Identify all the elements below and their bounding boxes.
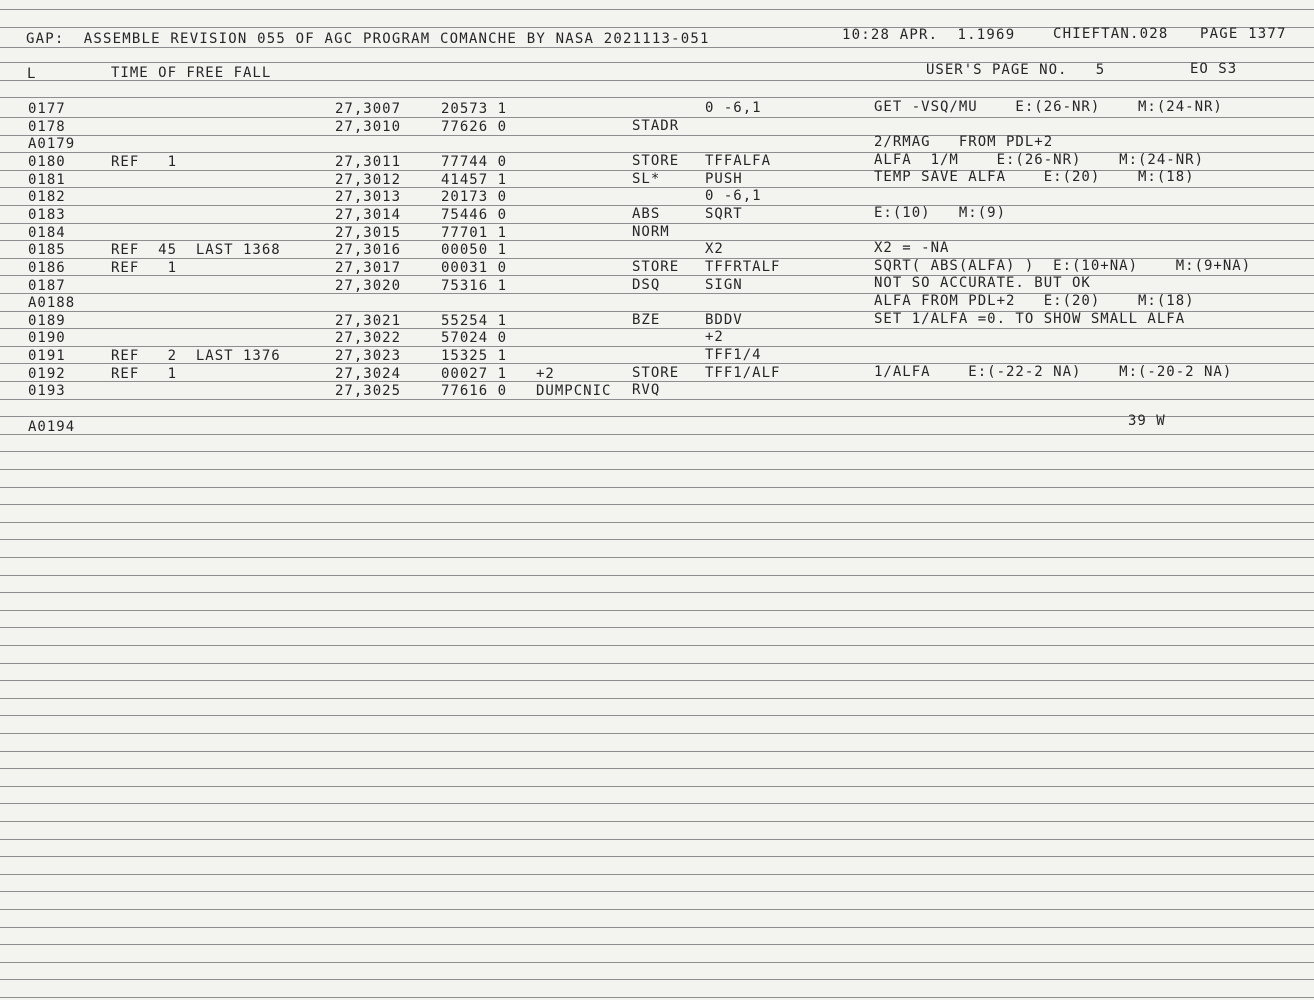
line-number: A0179 xyxy=(28,136,76,153)
address: 27,3022 xyxy=(335,330,402,347)
ruled-line xyxy=(0,487,1314,488)
octal-word: 77626 0 xyxy=(441,118,508,135)
opcode: SL* xyxy=(632,170,661,187)
address: 27,3007 xyxy=(335,101,402,117)
header-job: CHIEFTAN.028 xyxy=(1053,26,1169,42)
octal-word: 00050 1 xyxy=(441,242,508,259)
ruled-line xyxy=(0,187,1314,188)
address: 27,3025 xyxy=(335,383,402,400)
address: 27,3023 xyxy=(335,348,402,365)
ruled-line xyxy=(0,539,1314,540)
opcode: STORE xyxy=(632,152,680,169)
ruled-line xyxy=(0,469,1314,470)
operand: SIGN xyxy=(705,276,743,293)
subheader-users-page: USER'S PAGE NO. 5 xyxy=(926,62,1106,78)
ruled-line xyxy=(0,663,1314,664)
line-number: 0187 xyxy=(28,277,66,294)
octal-word: 77616 0 xyxy=(441,383,508,400)
ruled-line xyxy=(0,346,1314,347)
ruled-line xyxy=(0,927,1314,928)
ruled-line xyxy=(0,399,1314,400)
ref: REF 1 xyxy=(111,259,178,276)
header-title: GAP: ASSEMBLE REVISION 055 OF AGC PROGRAM COMANCHE BY NASA 2021113-051 xyxy=(26,31,710,47)
octal-word: 77701 1 xyxy=(441,224,508,241)
comment: TEMP SAVE ALFA E:(20) M:(18) xyxy=(874,169,1195,186)
comment: GET -VSQ/MU E:(26-NR) M:(24-NR) xyxy=(874,98,1223,115)
comment: NOT SO ACCURATE. BUT OK xyxy=(874,275,1091,292)
opcode: BZE xyxy=(632,311,661,328)
ruled-line xyxy=(0,698,1314,699)
header-page: PAGE 1377 xyxy=(1200,26,1287,42)
ref: REF 45 LAST 1368 xyxy=(111,242,281,259)
ruled-line xyxy=(0,944,1314,945)
line-number: 0191 xyxy=(28,348,66,365)
octal-word: 20573 1 xyxy=(441,101,508,117)
operand: PUSH xyxy=(705,170,743,187)
comment: 2/RMAG FROM PDL+2 xyxy=(874,134,1054,151)
octal-word: 75316 1 xyxy=(441,277,508,294)
ruled-line xyxy=(0,575,1314,576)
operand: BDDV xyxy=(705,311,743,328)
address: 27,3010 xyxy=(335,118,402,135)
ruled-line xyxy=(0,909,1314,910)
ruled-line xyxy=(0,997,1314,998)
footer-line-number: A0194 xyxy=(28,419,76,435)
operand: SQRT xyxy=(705,205,743,222)
opcode: STADR xyxy=(632,117,680,134)
operand: +2 xyxy=(705,329,724,346)
ruled-line xyxy=(0,610,1314,611)
line-number: 0183 xyxy=(28,206,66,223)
line-number: 0186 xyxy=(28,259,66,276)
subheader-code: EO S3 xyxy=(1190,61,1238,77)
ruled-line xyxy=(0,9,1314,10)
address: 27,3024 xyxy=(335,365,402,382)
comment: 1/ALFA E:(-22-2 NA) M:(-20-2 NA) xyxy=(874,363,1233,380)
address: 27,3015 xyxy=(335,224,402,241)
ruled-line xyxy=(0,434,1314,435)
ruled-line xyxy=(0,62,1314,63)
opcode: NORM xyxy=(632,223,670,240)
comment: SET 1/ALFA =0. TO SHOW SMALL ALFA xyxy=(874,310,1186,327)
ruled-line xyxy=(0,803,1314,804)
line-number: 0181 xyxy=(28,171,66,188)
line-number: 0192 xyxy=(28,365,66,382)
opcode: STORE xyxy=(632,258,680,275)
ruled-line xyxy=(0,768,1314,769)
operand: TFFALFA xyxy=(705,152,772,169)
octal-word: 57024 0 xyxy=(441,330,508,347)
octal-word: 00027 1 xyxy=(441,365,508,382)
tag: +2 xyxy=(536,365,555,382)
ruled-line xyxy=(0,627,1314,628)
line-number: A0188 xyxy=(28,295,76,312)
ref: REF 1 xyxy=(111,365,178,382)
ruled-line xyxy=(0,328,1314,329)
subheader-section: TIME OF FREE FALL xyxy=(111,65,272,81)
octal-word: 15325 1 xyxy=(441,348,508,365)
footer-word-count: 39 W xyxy=(1128,413,1166,429)
operand: 0 -6,1 xyxy=(705,188,762,205)
address: 27,3017 xyxy=(335,259,402,276)
comment: X2 = -NA xyxy=(874,240,950,256)
operand: TFFRTALF xyxy=(705,258,781,275)
ruled-line xyxy=(0,592,1314,593)
ruled-line xyxy=(0,715,1314,716)
operand: X2 xyxy=(705,241,724,258)
octal-word: 75446 0 xyxy=(441,206,508,223)
header-timestamp: 10:28 APR. 1.1969 xyxy=(842,27,1016,43)
ref: REF 1 xyxy=(111,153,178,170)
opcode: STORE xyxy=(632,364,680,381)
ruled-line xyxy=(0,680,1314,681)
ref: REF 2 LAST 1376 xyxy=(111,348,281,365)
ruled-line xyxy=(0,522,1314,523)
address: 27,3020 xyxy=(335,277,402,294)
ruled-line xyxy=(0,839,1314,840)
comment: ALFA 1/M E:(26-NR) M:(24-NR) xyxy=(874,151,1205,168)
line-number: 0178 xyxy=(28,118,66,135)
octal-word: 77744 0 xyxy=(441,153,508,170)
operand: TFF1/ALF xyxy=(705,364,781,381)
line-number: 0184 xyxy=(28,224,66,241)
ruled-line xyxy=(0,504,1314,505)
operand: TFF1/4 xyxy=(705,347,762,364)
octal-word: 20173 0 xyxy=(441,189,508,206)
line-number: 0189 xyxy=(28,312,66,329)
octal-word: 55254 1 xyxy=(441,312,508,329)
opcode: DSQ xyxy=(632,276,661,293)
ruled-line xyxy=(0,751,1314,752)
comment: ALFA FROM PDL+2 E:(20) M:(18) xyxy=(874,292,1195,309)
opcode: ABS xyxy=(632,205,661,222)
ruled-line xyxy=(0,962,1314,963)
ruled-line xyxy=(0,557,1314,558)
octal-word: 00031 0 xyxy=(441,259,508,276)
line-number: 0193 xyxy=(28,383,66,400)
line-number: 0182 xyxy=(28,189,66,206)
address: 27,3011 xyxy=(335,153,402,170)
comment: SQRT( ABS(ALFA) ) E:(10+NA) M:(9+NA) xyxy=(874,257,1252,274)
ruled-line xyxy=(0,451,1314,452)
operand: 0 -6,1 xyxy=(705,100,762,116)
ruled-line xyxy=(0,891,1314,892)
ruled-line xyxy=(0,733,1314,734)
address: 27,3014 xyxy=(335,206,402,223)
line-number: 0180 xyxy=(28,153,66,170)
ruled-line xyxy=(0,135,1314,136)
ruled-line xyxy=(0,874,1314,875)
ruled-line xyxy=(0,240,1314,241)
ruled-line xyxy=(0,645,1314,646)
address: 27,3013 xyxy=(335,189,402,206)
address: 27,3012 xyxy=(335,171,402,188)
ruled-line xyxy=(0,47,1314,48)
comment: E:(10) M:(9) xyxy=(874,204,1007,221)
address: 27,3016 xyxy=(335,242,402,259)
line-number: 0185 xyxy=(28,242,66,259)
subheader-type-code: L xyxy=(27,66,37,82)
line-number: 0190 xyxy=(28,330,66,347)
address: 27,3021 xyxy=(335,312,402,329)
octal-word: 41457 1 xyxy=(441,171,508,188)
ruled-line xyxy=(0,979,1314,980)
ruled-line xyxy=(0,786,1314,787)
opcode: RVQ xyxy=(632,382,661,399)
line-number: 0177 xyxy=(28,101,66,117)
ruled-line xyxy=(0,416,1314,417)
ruled-line xyxy=(0,821,1314,822)
ruled-line xyxy=(0,856,1314,857)
tag: DUMPCNIC xyxy=(536,383,612,400)
